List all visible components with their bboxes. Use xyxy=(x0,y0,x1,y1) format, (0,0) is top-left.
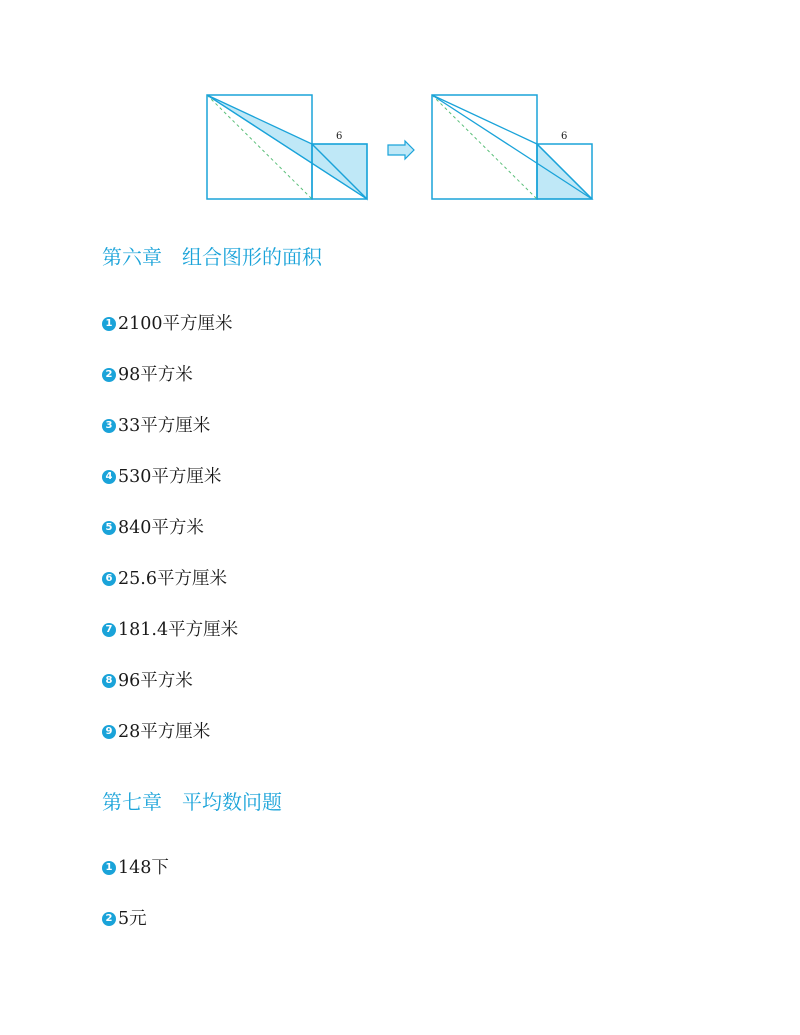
left-shaded-small-triangle xyxy=(312,144,367,199)
answer-item xyxy=(102,298,238,349)
right-line-to-small-corner xyxy=(432,95,537,144)
answer-text: 25.6平方厘米 xyxy=(118,568,227,589)
answer-text: 28平方厘米 xyxy=(118,721,211,742)
answer-text: 2100平方厘米 xyxy=(118,313,233,334)
number-badge: 5 xyxy=(102,521,116,535)
number-badge: 9 xyxy=(102,725,116,739)
right-dashed-diagonal xyxy=(432,95,537,199)
chapter-6-title: 第六章 组合图形的面积 xyxy=(102,245,322,269)
answer-item xyxy=(102,553,238,604)
geometry-figure xyxy=(0,0,800,220)
answer-text: 5元 xyxy=(118,908,147,929)
chapter-6-answer-list xyxy=(102,298,238,757)
answer-item xyxy=(102,604,238,655)
right-side-label: 6 xyxy=(561,131,568,142)
answer-item xyxy=(102,349,238,400)
right-line-to-corner xyxy=(432,95,592,199)
number-badge: 3 xyxy=(102,419,116,433)
number-badge: 2 xyxy=(102,912,116,926)
answer-item xyxy=(102,842,169,893)
answer-text: 840平方米 xyxy=(118,517,204,538)
answer-item xyxy=(102,400,238,451)
number-badge: 8 xyxy=(102,674,116,688)
right-arrow-icon xyxy=(388,141,414,159)
chapter-7-title: 第七章 平均数问题 xyxy=(102,790,282,814)
answer-text: 33平方厘米 xyxy=(118,415,211,436)
chapter-7-answer-list xyxy=(102,842,169,944)
number-badge: 4 xyxy=(102,470,116,484)
answer-item xyxy=(102,706,238,757)
answer-text: 181.4平方厘米 xyxy=(118,619,239,640)
number-badge: 1 xyxy=(102,861,116,875)
number-badge: 1 xyxy=(102,317,116,331)
answer-item xyxy=(102,893,169,944)
answer-text: 148下 xyxy=(118,857,169,878)
left-side-label: 6 xyxy=(336,131,343,142)
answer-text: 96平方米 xyxy=(118,670,193,691)
answer-item xyxy=(102,502,238,553)
left-diagram xyxy=(207,95,367,199)
number-badge: 2 xyxy=(102,368,116,382)
answer-text: 98平方米 xyxy=(118,364,193,385)
right-diagram xyxy=(432,95,592,199)
number-badge: 6 xyxy=(102,572,116,586)
number-badge: 7 xyxy=(102,623,116,637)
answer-text: 530平方厘米 xyxy=(118,466,222,487)
answer-item xyxy=(102,451,238,502)
answer-item xyxy=(102,655,238,706)
